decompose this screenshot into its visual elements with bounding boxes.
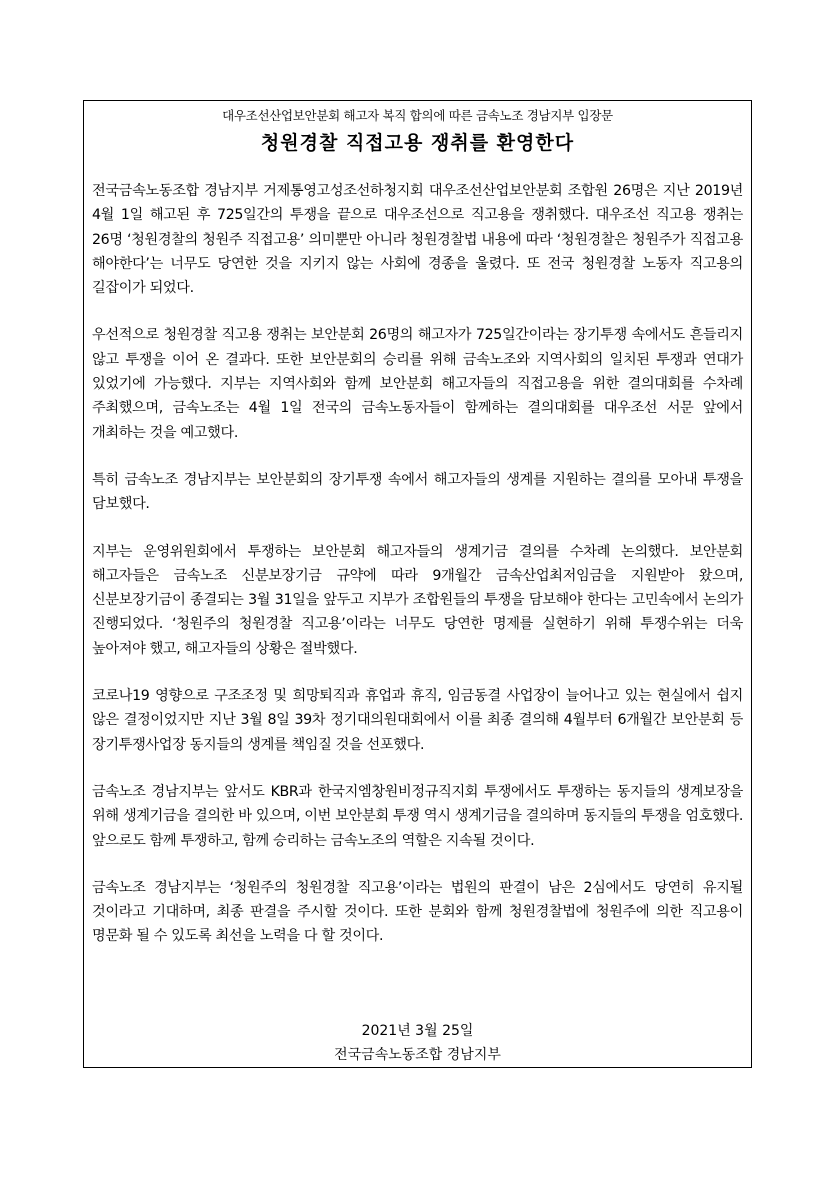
- paragraph-4: 지부는 운영위원회에서 투쟁하는 보안분회 해고자들의 생계기금 결의를 수차례 논의했다. 보안분회 해고자들은 금속노조 신분보장기금 규약에 따라 9개월간 금속산업최저임금을 지원받아 왔으며, 신분보장기금이 종결되는 3월 31일을 앞두고 지부가 조합원들의 투쟁을 담보해야 한다는 고민속에서 논의가 진행되었다. ‘청원주의 청원경찰 직고용’이라는 너무도 당연한 명제를 실현하기 위해 투쟁수위는 더욱 높아져야 했고, 해고자들의 상황은 절박했다.: [92, 543, 743, 657]
- paragraph-2: 우선적으로 청원경찰 직고용 쟁취는 보안분회 26명의 해고자가 725일간이라는 장기투쟁 속에서도 흔들리지 않고 투쟁을 이어 온 결과다. 또한 보안분회의 승리를 위해 금속노조와 지역사회의 일치된 투쟁과 연대가 있었기에 가능했다. 지부는 지역사회와 함께 보안분회 해고자들의 직접고용을 위한 결의대회를 수차례 주최했으며, 금속노조는 4월 1일 전국의 금속노동자들이 함께하는 결의대회를 대우조선 서문 앞에서 개최하는 것을 예고했다.: [92, 327, 743, 441]
- paragraph-1: 전국금속노동조합 경남지부 거제통영고성조선하청지회 대우조선산업보안분회 조합원 26명은 지난 2019년 4월 1일 해고된 후 725일간의 투쟁을 끝으로 대우조선으로 직고용을 쟁취했다. 대우조선 직고용 쟁취는 26명 ‘청원경찰의 청원주 직접고용’ 의미뿐만 아니라 청원경찰법 내용에 따라 ‘청원경찰은 청원주가 직접고용 해야한다’는 너무도 당연한 것을 지키지 않는 사회에 경종을 울렸다. 또 전국 청원경찰 노동자 직고용의 길잡이가 되었다.: [92, 183, 743, 297]
- document-title: 청원경찰 직접고용 쟁취를 환영한다: [260, 132, 575, 154]
- paragraph-7: 금속노조 경남지부는 ‘청원주의 청원경찰 직고용’이라는 법원의 판결이 남은 2심에서도 당연히 유지될 것이라고 기대하며, 최종 판결을 주시할 것이다. 또한 분회와 함께 청원경찰법에 청원주에 의한 직고용이 명문화 될 수 있도록 최선을 노력을 다 할 것이다.: [92, 879, 743, 945]
- document-closing: [84, 1019, 751, 1067]
- document-subtitle: 대우조선산업보안분회 해고자 복직 합의에 따른 금속노조 경남지부 입장문: [222, 108, 613, 123]
- document-signature: 전국금속노동조합 경남지부: [334, 1047, 501, 1063]
- paragraph-6: 금속노조 경남지부는 앞서도 KBR과 한국지엠창원비정규직지회 투쟁에서도 투쟁하는 동지들의 생계보장을 위해 생계기금을 결의한 바 있으며, 이번 보안분회 투쟁 역시 생계기금을 결의하며 동지들의 투쟁을 엄호했다. 앞으로도 함께 투쟁하고, 함께 승리하는 금속노조의 역할은 지속될 것이다.: [92, 783, 743, 849]
- paragraph-3: 특히 금속노조 경남지부는 보안분회의 장기투쟁 속에서 해고자들의 생계를 지원하는 결의를 모아내 투쟁을 담보했다.: [92, 471, 743, 513]
- document-frame: [83, 100, 752, 1068]
- document-body: [92, 179, 743, 972]
- paragraph-5: 코로나19 영향으로 구조조정 및 희망퇴직과 휴업과 휴직, 임금동결 사업장이 늘어나고 있는 현실에서 쉽지 않은 결정이었지만 지난 3월 8일 39차 정기대의원대회에서 이를 최종 결의해 4월부터 6개월간 보안분회 등 장기투쟁사업장 동지들의 생계를 책임질 것을 선포했다.: [92, 688, 743, 753]
- document-date: 2021년 3월 25일: [361, 1023, 474, 1039]
